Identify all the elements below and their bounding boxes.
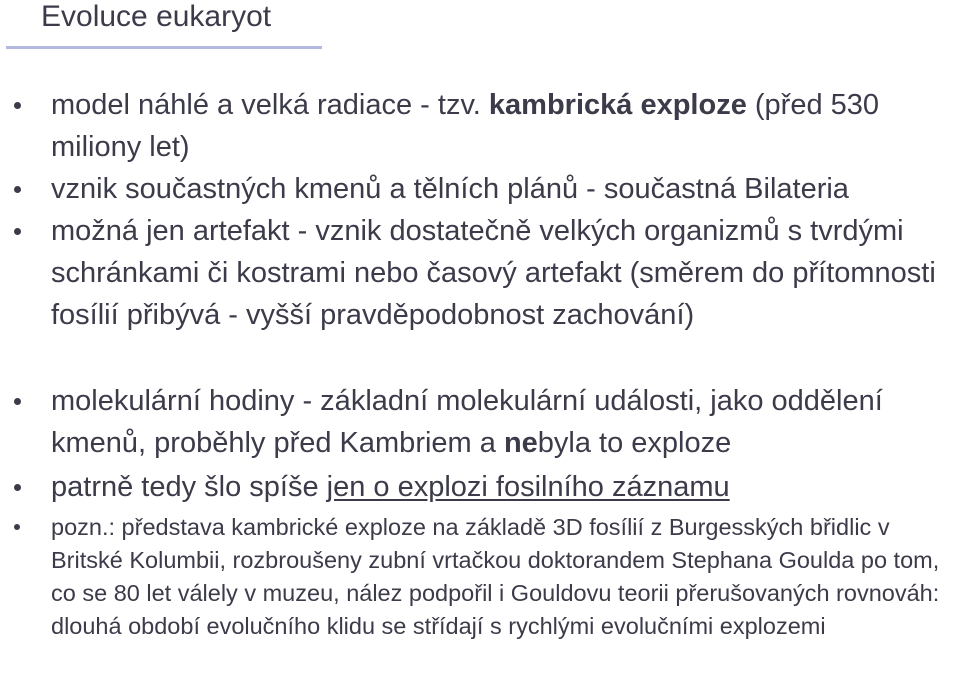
- bullet-1-text: [51, 89, 879, 163]
- bullet-item-5: [51, 466, 956, 508]
- bullet-2-text: vznik součastných kmenů a tělních plánů - součastná Bilateria: [51, 173, 849, 205]
- bullet-4-text: [51, 385, 883, 459]
- bullet-1-post: (před 530 miliony let): [51, 89, 880, 163]
- bullet-dot-icon: [14, 228, 21, 235]
- bullet-item-3: [51, 210, 956, 336]
- bullet-dot-icon: [14, 186, 21, 193]
- bullet-dot-icon: [14, 484, 21, 491]
- bullet-4-post: byla to exploze: [537, 427, 732, 459]
- bullet-5-text: [51, 471, 730, 503]
- bullet-item-1: [51, 84, 956, 168]
- bullet-item-2: [51, 168, 956, 210]
- bullet-4-pre: molekulární hodiny - základní molekulární události, jako oddělení kmenů, proběhly před Kambriem a: [51, 385, 883, 459]
- bullet-5-underlined: jen o explozi fosilního záznamu: [326, 471, 730, 503]
- bullet-dot-icon: [14, 398, 21, 405]
- bullet-dot-icon: [14, 102, 21, 109]
- bullet-dot-icon: [14, 524, 20, 530]
- title-underline: [6, 46, 322, 49]
- bullet-item-6: [51, 511, 956, 643]
- bullet-item-4: [51, 380, 956, 464]
- bullet-6-text: [51, 514, 939, 639]
- bullet-6-post: : představa kambrické exploze na základě 3D fosílií z Burgesských břidlic v Britské Kolumbii, rozbroušeny zubní vrtačkou doktorandem Stephana Goulda po tom, co se 80 let válely v muzeu, nález podpořil i Gouldovu teorii přerušovaných rovnováh: dlouhá období evolučního klidu se střídají s rychlými evolučními explozemi: [51, 514, 940, 639]
- bullet-1-bold: kambrická exploze: [488, 89, 747, 121]
- bullet-4-bold: ne: [503, 427, 538, 459]
- bullet-6-pre: pozn.: [51, 514, 109, 540]
- slide-title: Evoluce eukaryot: [41, 0, 272, 33]
- bullet-5-pre: patrně tedy šlo spíše: [51, 471, 327, 503]
- bullet-3-text: možná jen artefakt - vznik dostatečně velkých organizmů s tvrdými schránkami či kostrami nebo časový artefakt (směrem do přítomnosti fosílií přibývá - vyšší pravděpodobnost zachování): [51, 215, 936, 331]
- bullet-1-pre: model náhlé a velká radiace - tzv.: [51, 89, 489, 121]
